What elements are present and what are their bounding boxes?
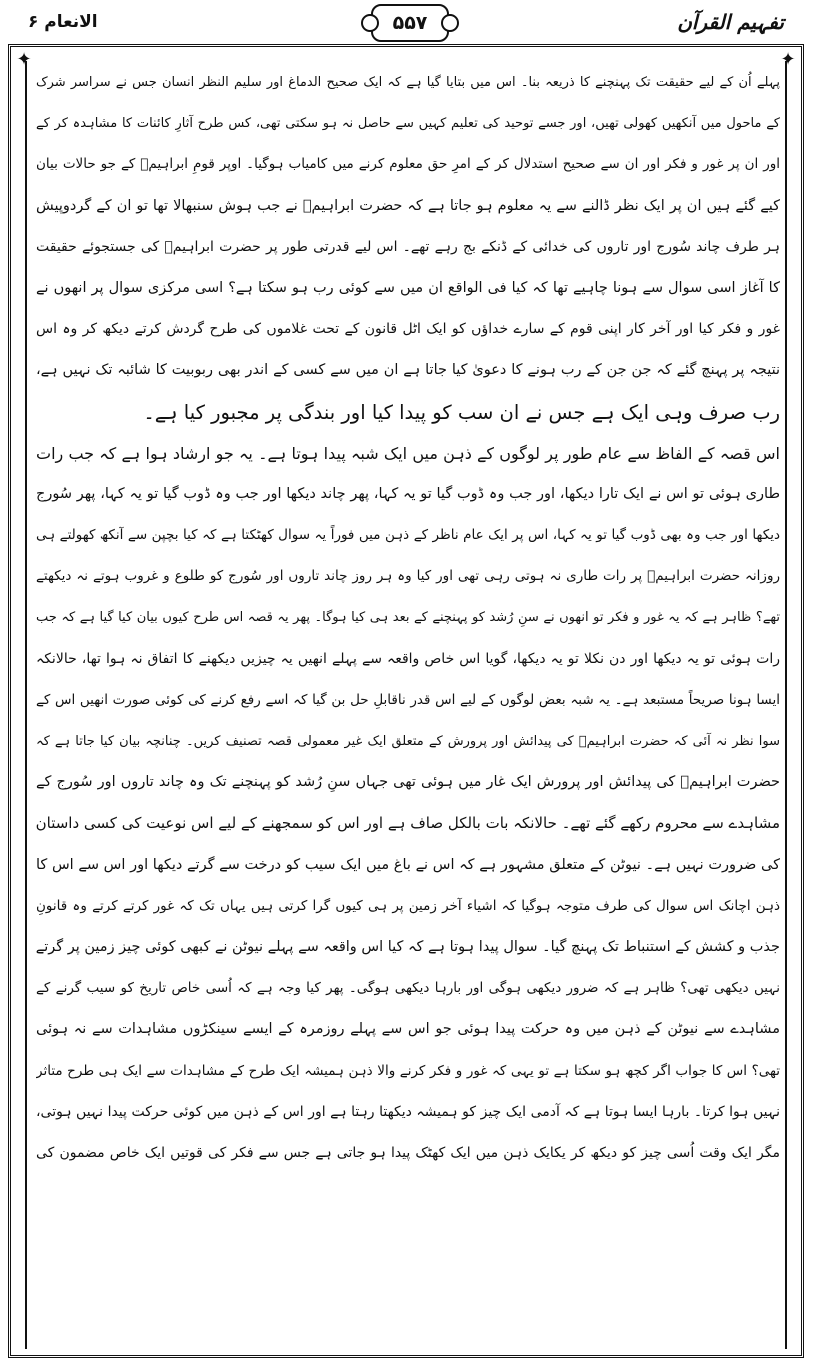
text-line: جذب و کشش کے استنباط تک پہنچ گیا۔ سوال پیدا ہوتا ہے کہ کیا اس واقعہ سے پہلے نیوٹن نے کبھی کوئی چیز زمین پر گرتے xyxy=(36,938,780,955)
corner-ornament-icon: ✦ xyxy=(16,49,32,70)
text-line: مشاہدے سے محروم رکھے گئے تھے۔ حالانکہ بات بالکل صاف ہے اور اس کو سمجھنے کے لیے اس نوعیت کی کسی داستان xyxy=(36,814,780,833)
text-line: اس قصہ کے الفاظ سے عام طور پر لوگوں کے ذہن میں ایک شبہ پیدا ہوتا ہے۔ یہ جو ارشاد ہوا ہے کہ جب رات xyxy=(36,443,780,463)
book-title: تفہیم القرآن xyxy=(677,10,784,34)
paragraph xyxy=(36,62,780,433)
text-line: دیکھا اور جب وہ بھی ڈوب گیا تو یہ کہا، اس پر ایک عام ناظر کے ذہن میں فوراً یہ سوال کھٹکتا ہے کہ کیا بچپن سے آنکھ کھولتے ہی xyxy=(36,527,780,544)
corner-ornament-icon: ✦ xyxy=(780,49,796,70)
text-line: پہلے اُن کے لیے حقیقت تک پہنچنے کا ذریعہ بنا۔ اس میں بتایا گیا ہے کہ ایک صحیح الدماغ اور سلیم النظر انسان جس نے سراسر شرک xyxy=(36,75,780,90)
body-text xyxy=(36,62,780,1174)
text-line: اور ان پر غور و فکر اور ان سے صحیح استدلال کر کے امرِ حق معلوم کرنے میں کامیاب ہوگیا۔ اوپر قومِ ابراہیمؑ کے جو حالات بیان xyxy=(36,156,780,173)
text-line: مشاہدے سے نیوٹن کے ذہن میں وہ حرکت پیدا ہوئی جو اس سے پہلے روزمرہ کے ایسے سینکڑوں مشاہدات سے نہ ہوئی xyxy=(36,1021,780,1038)
page-number: ۵۵۷ xyxy=(371,4,449,42)
page-header xyxy=(0,0,816,48)
text-line: کی ضرورت نہیں ہے۔ نیوٹن کے متعلق مشہور ہے کہ اس نے باغ میں ایک سیب کو درخت سے گرتے دیکھا اور اس سے اس کا xyxy=(36,856,780,873)
text-line: روزانہ حضرت ابراہیمؑ پر رات طاری نہ ہوتی رہی تھی اور کیا وہ ہر روز چاند تاروں اور سُورج کو طلوع و غروب ہوتے نہ دیکھتے xyxy=(36,568,780,585)
text-line: کا آغاز اسی سوال سے ہونا چاہیے تھا کہ کیا فی الواقع ان میں سے کوئی رب ہو سکتا ہے؟ اسی مرکزی سوال پر انھوں نے xyxy=(36,279,780,296)
text-line: غور و فکر کیا اور آخر کار اپنی قوم کے سارے خداؤں کو ایک اٹل قانون کے تحت غلاموں کی طرح گردش کرتے دیکھ کر وہ اس xyxy=(36,321,780,338)
text-line: رات ہوئی تو یہ دیکھا اور دن نکلا تو یہ دیکھا، گویا اس خاص واقعہ سے پہلے انھیں یہ چیزیں دیکھنے کا اتفاق نہ ہوا تھا، حالانکہ xyxy=(36,650,780,667)
paragraph xyxy=(36,433,780,1174)
text-line: طاری ہوئی تو اس نے ایک تارا دیکھا، اور جب وہ ڈوب گیا تو یہ کہا، پھر چاند دیکھا اور جب وہ ڈوب گیا تو یہ کہا، پھر سُورج xyxy=(36,485,780,502)
text-line: کے ماحول میں آنکھیں کھولی تھیں، اور جسے توحید کی تعلیم کہیں سے حاصل نہ ہو سکتی تھی، کس طرح آثارِ کائنات کا مشاہدہ کر کے xyxy=(36,116,780,132)
text-line: مگر ایک وقت اُسی چیز کو دیکھ کر یکایک ذہن میں ایک کھٹک پیدا ہو جاتی ہے جس سے فکر کی قوتیں ایک خاص مضمون کی xyxy=(36,1144,780,1161)
text-line: نہیں دیکھی تھی؟ ظاہر ہے کہ ضرور دیکھی ہوگی اور بارہا دیکھی ہوگی۔ پھر کیا وجہ ہے کہ اُسی خاص تاریخ کو سیب گرنے کے xyxy=(36,980,780,997)
text-line: نتیجہ پر پہنچ گئے کہ جن جن کے رب ہونے کا دعویٰ کیا جاتا ہے ان میں سے کسی کے اندر بھی ربوبیت کا شائبہ تک نہیں ہے، xyxy=(36,362,780,379)
text-line: ذہن اچانک اس سوال کی طرف متوجہ ہوگیا کہ اشیاء آخر زمین پر ہی کیوں گرا کرتی ہیں یہاں تک کہ غور کرتے کرتے وہ قانونِ xyxy=(36,897,780,914)
text-line: تھی؟ اس کا جواب اگر کچھ ہو سکتا ہے تو یہی کہ غور و فکر کرنے والا ذہن ہمیشہ ایک طرح کے مشاہدات سے ایک ہی طرح متاثر xyxy=(36,1062,780,1079)
text-line: حضرت ابراہیمؑ کی پیدائش اور پرورش ایک غار میں ہوئی تھی جہاں سنِ رُشد کو پہنچنے تک وہ چاند تاروں اور سُورج کے xyxy=(36,774,780,791)
surah-name: الانعام ۶ xyxy=(28,12,98,32)
text-line: سوا نظر نہ آئی کہ حضرت ابراہیمؑ کی پیدائش اور پرورش کے متعلق ایک غیر معمولی قصہ تصنیف کریں۔ چنانچہ بیان کیا جاتا ہے کہ xyxy=(36,734,780,749)
text-line: تھے؟ ظاہر ہے کہ یہ غور و فکر تو انھوں نے سنِ رُشد کو پہنچنے کے بعد ہی کیا ہوگا۔ پھر یہ قصہ اس طرح کیوں بیان کیا گیا ہے کہ جب xyxy=(36,610,780,626)
text-line: رب صرف وہی ایک ہے جس نے ان سب کو پیدا کیا اور بندگی پر مجبور کیا ہے۔ xyxy=(143,400,780,424)
text-line: نہیں ہوا کرتا۔ بارہا ایسا ہوتا ہے کہ آدمی ایک چیز کو ہمیشہ دیکھتا رہتا ہے اور اس کے ذہن میں کوئی حرکت پیدا نہیں ہوتی، xyxy=(36,1103,780,1120)
text-line: ایسا ہونا صریحاً مستبعد ہے۔ یہ شبہ بعض لوگوں کے لیے اس قدر ناقابلِ حل بن گیا کہ اسے رفع کرنے کی کوئی صورت انھیں اس کے xyxy=(36,691,780,708)
text-line: کیے گئے ہیں ان پر ایک نظر ڈالنے سے یہ معلوم ہو جاتا ہے کہ حضرت ابراہیمؑ نے جب ہوش سنبھالا تھا تو ان کے گردوپیش xyxy=(36,197,780,214)
text-line: ہر طرف چاند سُورج اور تاروں کی خدائی کے ڈنکے بج رہے تھے۔ اس لیے قدرتی طور پر حضرت ابراہیمؑ کی جستجوئے حقیقت xyxy=(36,238,780,255)
